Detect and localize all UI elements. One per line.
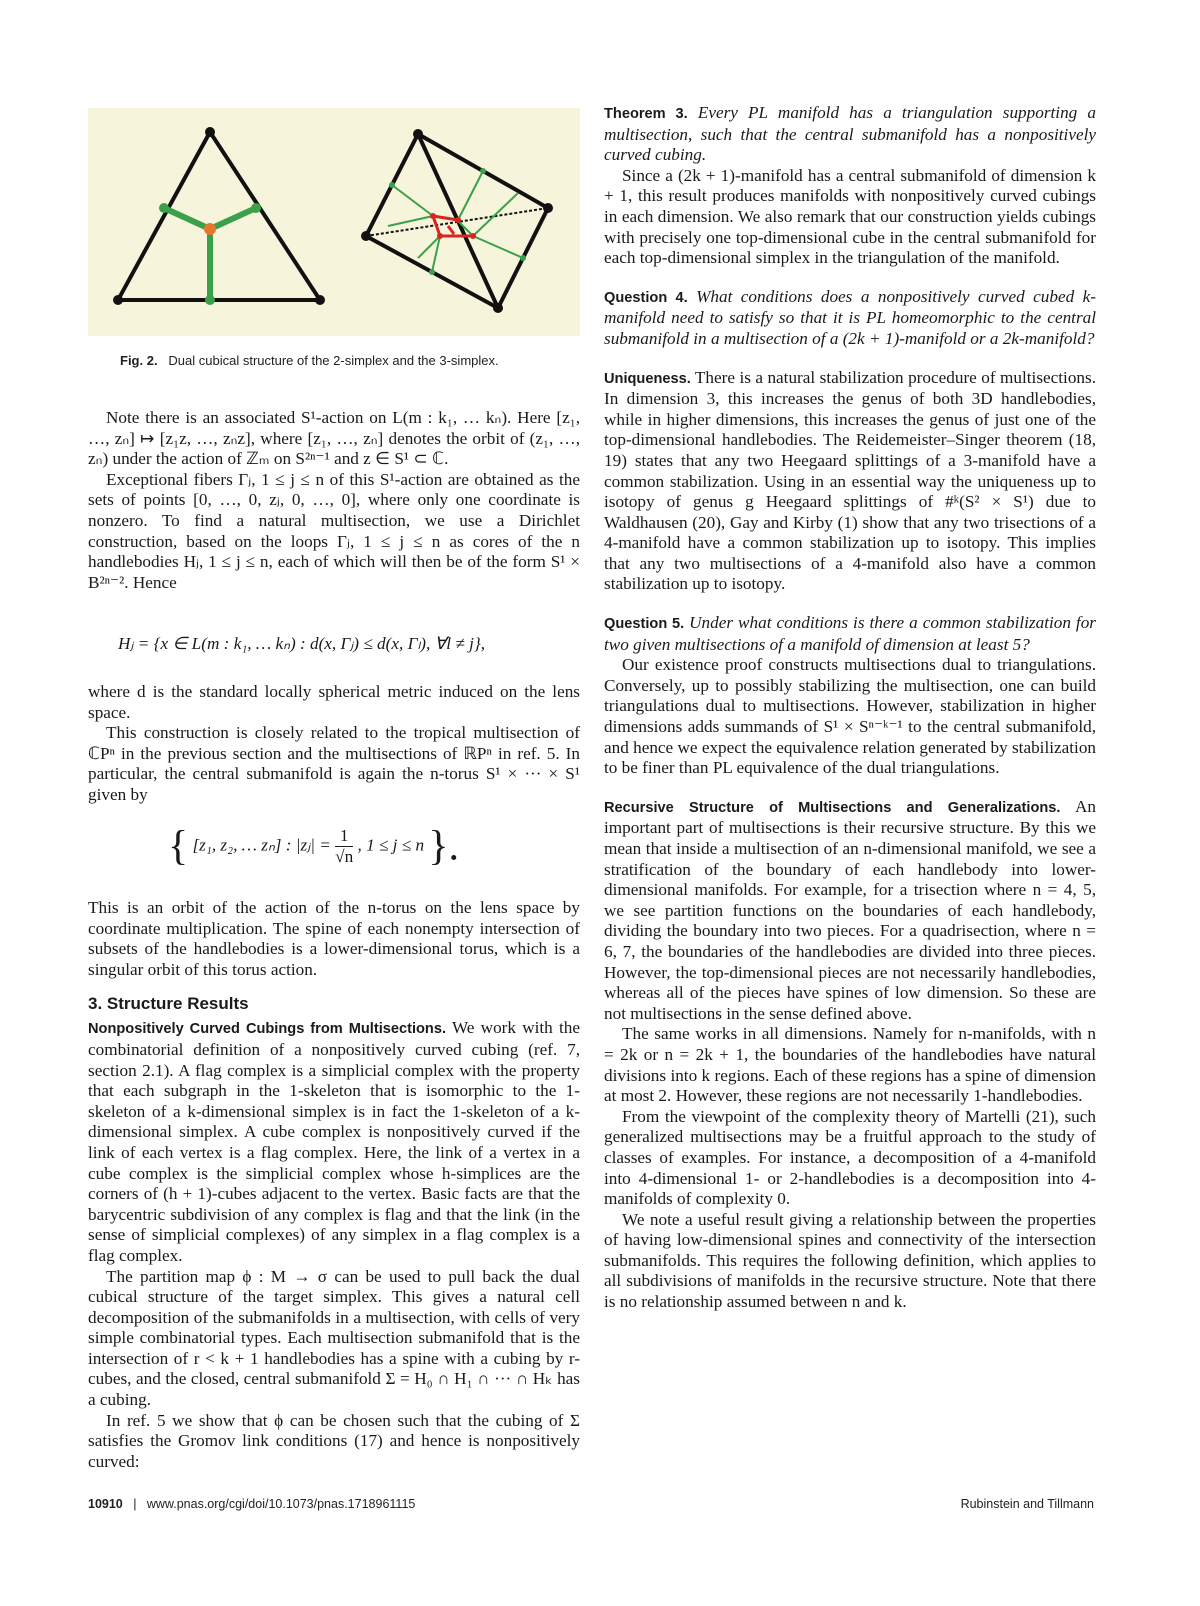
subsection-text: There is a natural stabilization procedure of multisections. In dimension 3, this increases the genus of both 3D handlebodies, while in higher dimensions, this increases the genus of just one of the top-dimensional handlebodies. The Reidemeister–Singer theorem (18, 19) states that any two Heegaard splittings of a 3-manifold have a common stabilization. Using in an essential way the uniqueness up to isotopy of genus g Heegaard splittings of #ᵏ(S² × S¹) due to Waldhausen (20), Gay and Kirby (1) show that any two trisections of a 4-manifold have a common stabilization up to isotopy. This implies that any two multisections of a 4-manifold also have a common stabilization up to isotopy. — [604, 367, 1096, 594]
figure-caption-text: Dual cubical structure of the 2-simplex and the 3-simplex. — [168, 353, 499, 368]
vertex-top — [205, 127, 215, 137]
subsection-text: We work with the combinatorial definition of a nonpositively curved cubing (ref. 7, section 2.1). A flag complex is a simplicial complex with the property that each subgraph in the 1-skeleton that is isomorphic to the 1-skeleton of a k-dimensional simplex is in fact the 1-skeleton of a k-dimensional simplex. A cube complex is nonpositively curved if the link of each vertex is a flag complex. Here, the link of a vertex in a cube complex is the simplicial complex whose h-simplices are the corners of (h + 1)-cubes adjacent to the vertex. Basic facts are that the barycentric subdivision of any complex is flag and that the link (in the sense of simplicial complexes) of any simplex in a flag complex is a flag complex. — [88, 1018, 580, 1265]
footer-separator: | — [133, 1497, 137, 1511]
figure-label: Fig. 2. — [120, 353, 158, 368]
uniqueness-paragraph — [604, 368, 1096, 596]
right-column — [604, 103, 1096, 1313]
paragraph: The same works in all dimensions. Namely for n-manifolds, with n = 2k or n = 2k + 1, the boundaries of the handlebodies have natural divisions into k regions. Each of these regions has a spine of dimension at most 2. However, these regions are not necessarily 1-handlebodies. — [604, 1024, 1096, 1106]
paragraph: From the viewpoint of the complexity theory of Martelli (21), such generalized multisections may be a fruitful approach to the study of classes of examples. For instance, a decomposition of a 4-manifold into 4-dimensional 1- or 2-handlebodies is a decomposition into 4-manifolds of complexity 0. — [604, 1106, 1096, 1209]
edge-midpoint-left — [159, 203, 169, 213]
fraction-denominator: √n — [335, 847, 354, 866]
figure-2-image — [88, 108, 580, 336]
triangle-edges — [118, 132, 320, 300]
equation-torus — [168, 823, 460, 870]
section-heading: 3. Structure Results — [88, 994, 249, 1014]
left-column-mid — [88, 682, 580, 806]
paragraph: Our existence proof constructs multisections dual to triangulations. Conversely, up to possibly stabilizing the multisection, one can build triangulations dual to multisections. However, stabilization in higher dimensions adds summands of S¹ × Sⁿ⁻ᵏ⁻¹ to the central submanifold, and hence we expect the equivalence relation generated by stabilization to be finer than PL equivalence of the dual triangulations. — [604, 655, 1097, 778]
brace-open: { — [168, 823, 189, 870]
question-5 — [604, 613, 1096, 655]
figure-caption — [120, 353, 580, 368]
dual-edge-left — [164, 208, 210, 229]
equation-torus-rhs: , 1 ≤ j ≤ n — [357, 835, 425, 855]
subsection-heading: Recursive Structure of Multisections and Generalizations. — [604, 799, 1061, 816]
paragraph: Since a (2k + 1)-manifold has a central submanifold of dimension k + 1, this result produces manifolds with nonpositively curved cubings in each dimension. We also remark that our construction yields cubings with precisely one top-dimensional cube in the central submanifold for each top-dimensional simplex in the triangulation of the manifold. — [604, 165, 1096, 268]
paragraph: In ref. 5 we show that ϕ can be chosen such that the cubing of Σ satisfies the Gromov link conditions (17) and hence is nonpositively curved: — [88, 1410, 580, 1471]
left-column-intro — [88, 408, 580, 593]
paragraph: Note there is an associated S¹-action on L(m : k₁, … kₙ). Here [z₁, …, zₙ] ↦ [z₁z, …, zₙz], where [z₁, …, zₙ] denotes the orbit of (z₁, …, zₙ) under the action of ℤₘ on S²ⁿ⁻¹ and z ∈ S¹ ⊂ ℂ. — [88, 408, 580, 469]
brace-close: }. — [428, 823, 460, 870]
paragraph: Exceptional fibers Γⱼ, 1 ≤ j ≤ n of this S¹-action are obtained as the sets of points [0, …, 0, zⱼ, 0, …, 0], where only one coordinate is nonzero. To find a natural multisection, we use a Dirichlet construction, based on the loops Γⱼ, 1 ≤ j ≤ n as cores of the n handlebodies Hⱼ, 1 ≤ j ≤ n, each of which will then be of the form S¹ × B²ⁿ⁻². Hence — [88, 469, 580, 592]
doi-link[interactable]: www.pnas.org/cgi/doi/10.1073/pnas.1718961115 — [146, 1497, 416, 1511]
equation-torus-lhs: [z₁, z₂, … zₙ] : |zⱼ| = — [192, 835, 336, 855]
question-label: Question 4. — [604, 289, 688, 306]
three-simplex-diagram — [361, 129, 553, 313]
paragraph — [88, 1018, 580, 1266]
barycenter — [204, 223, 216, 235]
fraction — [335, 826, 353, 867]
subsection-heading: Uniqueness. — [604, 370, 691, 387]
question-text: Under what conditions is there a common stabilization for two given multisections of a manifold of dimension at least 5? — [604, 613, 1096, 654]
theorem-label: Theorem 3. — [604, 106, 688, 122]
paragraph: where d is the standard locally spherical metric induced on the lens space. — [88, 682, 580, 722]
footer-left — [88, 1497, 415, 1511]
question-text: What conditions does a nonpositively curved cubed k-manifold need to satisfy so that it is PL homeomorphic to the central submanifold in a multisection of a (2k + 1)-manifold or a 2k-manifold? — [604, 286, 1096, 348]
vertex-right — [315, 295, 325, 305]
recursive-paragraph — [604, 797, 1096, 1025]
page-number: 10910 — [88, 1497, 123, 1511]
paragraph: This is an orbit of the action of the n-torus on the lens space by coordinate multiplication. The spine of each nonempty intersection of subsets of the handlebodies is a lower-dimensional torus, which is a singular orbit of this torus action. — [88, 898, 580, 979]
fraction-numerator: 1 — [335, 826, 353, 847]
paragraph: The partition map ϕ : M → σ can be used to pull back the dual cubical structure of the target simplex. This gives a natural cell decomposition of the submanifolds in a multisection, with cells of very simple combinatorial types. Each multisection submanifold that is the intersection of r < k + 1 handlebodies has a spine with a cubing by r-cubes, and the closed, central submanifold Σ = H₀ ∩ H₁ ∩ ··· ∩ Hₖ has a cubing. — [88, 1266, 580, 1410]
edge-midpoint-bottom — [205, 295, 215, 305]
left-column-lower — [88, 898, 580, 1472]
question-label: Question 5. — [604, 616, 685, 633]
two-simplex-diagram — [113, 127, 325, 305]
theorem-text: Every PL manifold has a triangulation supporting a multisection, such that the central submanifold has a nonpositively curved cubing. — [604, 103, 1096, 165]
question-4 — [604, 287, 1096, 350]
dual-edge-right — [210, 208, 256, 229]
theorem-3 — [604, 103, 1096, 166]
figure-2-svg — [88, 108, 580, 336]
equation-handlebody: Hⱼ = {x ∈ L(m : k₁, … kₙ) : d(x, Γⱼ) ≤ d(x, Γₗ), ∀l ≠ j}, — [118, 634, 486, 653]
paragraph: This construction is closely related to the tropical multisection of ℂPⁿ in the previous section and the multisections of ℝPⁿ in ref. 5. In particular, the central submanifold is again the n-torus S¹ × ··· × S¹ given by — [88, 723, 580, 804]
edge-midpoint-right — [251, 203, 261, 213]
subsection-heading: Nonpositively Curved Cubings from Multisections. — [88, 1021, 447, 1038]
vertex-left — [113, 295, 123, 305]
subsection-text: An important part of multisections is their recursive structure. By this we mean that inside a multisection of an n-dimensional manifold, we see a stratification of the boundary of each handlebody into lower-dimensional manifolds. For example, for a trisection where n = 4, 5, we see partition functions on the boundaries of each handlebody, dividing the boundary into two pieces. For a quadrisection, where n = 6, 7, the boundaries of the handlebodies are divided into three pieces. However, the top-dimensional pieces are not necessarily handlebodies, whereas all of the pieces have spines of low dimension. So these are not multisections in the sense defined above. — [604, 796, 1096, 1023]
paragraph: We note a useful result giving a relationship between the properties of having low-dimensional spines and connectivity of the intersection submanifolds. This requires the following definition, which applies to all subdivisions of manifolds in the recursive structure. Note that there is no relationship assumed between n and k. — [604, 1209, 1096, 1312]
footer-authors: Rubinstein and Tillmann — [960, 1497, 1094, 1511]
